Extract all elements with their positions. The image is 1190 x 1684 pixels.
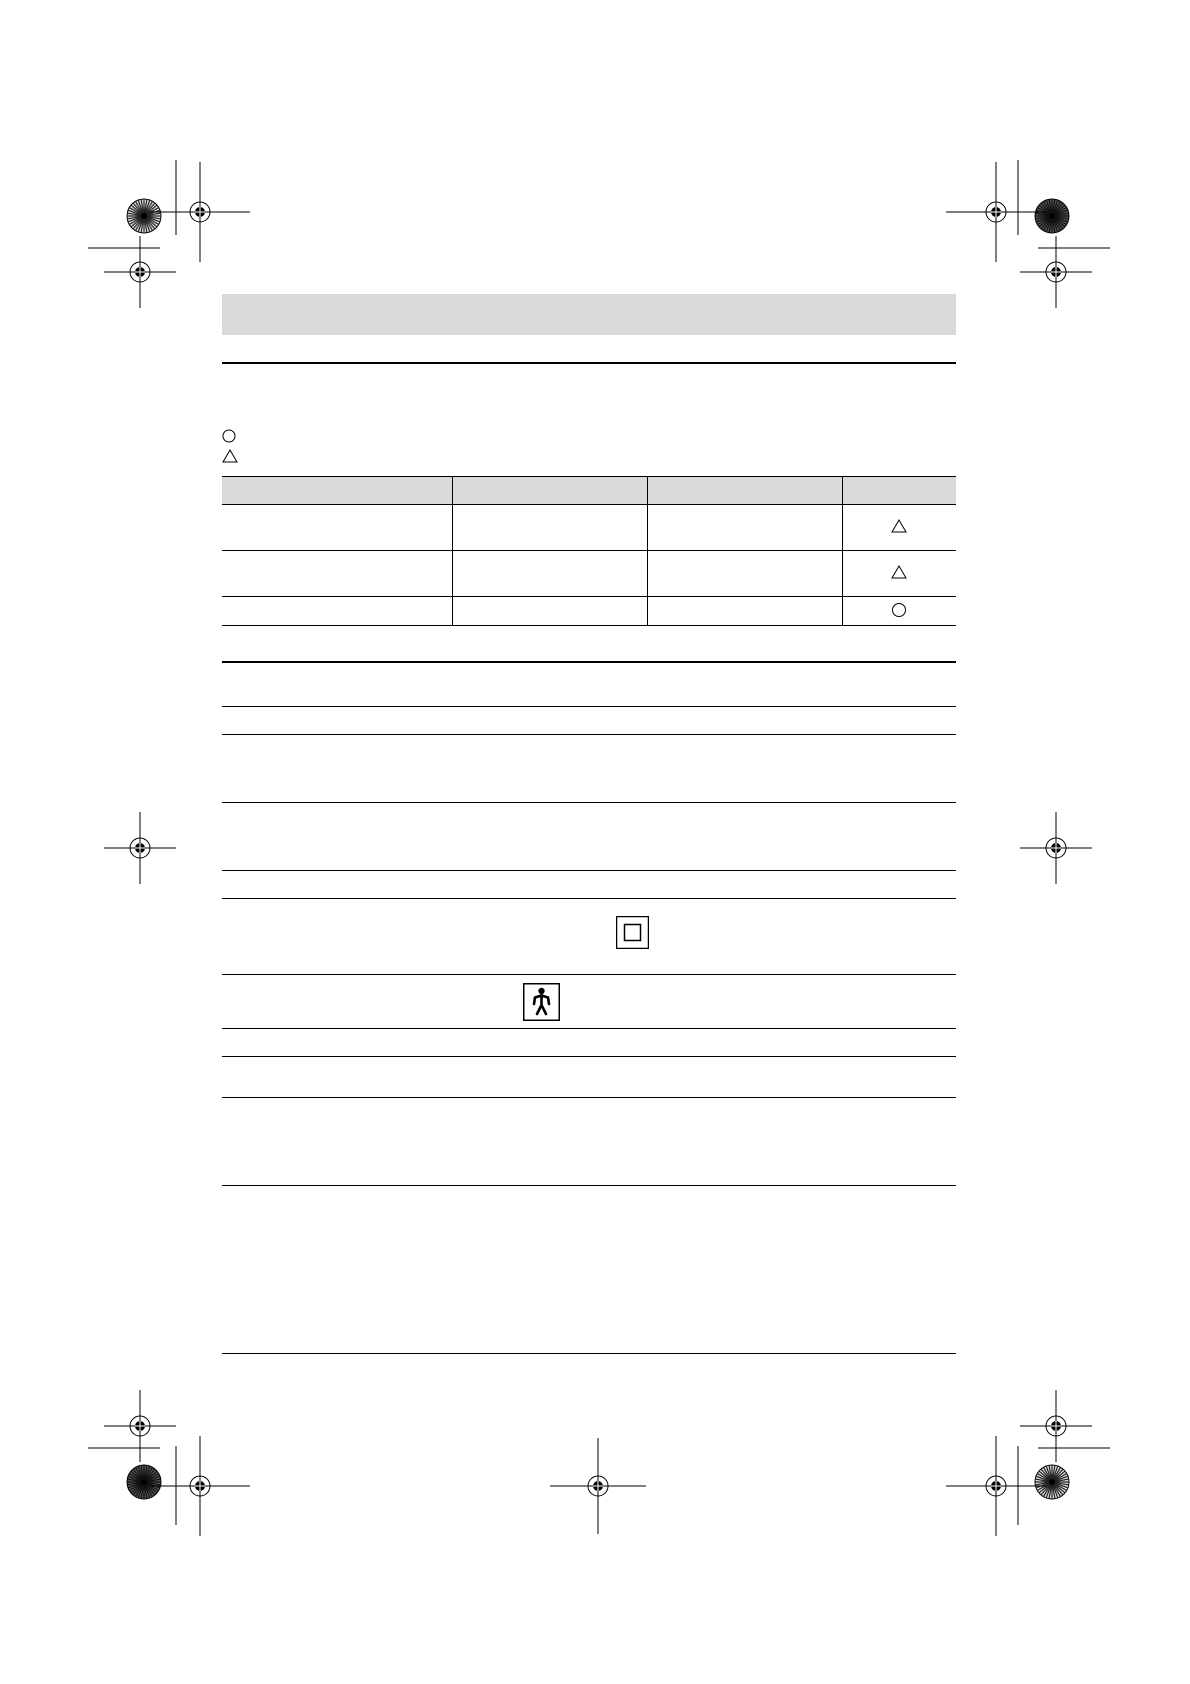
page-bottom-rule <box>222 1353 956 1354</box>
table-mark-cell <box>842 505 956 551</box>
registration-crosshair-icon <box>1020 1390 1092 1462</box>
table-row <box>222 505 956 551</box>
data-table <box>222 476 956 626</box>
starburst-color-wheel-icon <box>127 1465 161 1499</box>
section-rule <box>222 661 956 663</box>
table-mark-cell <box>842 551 956 597</box>
spec-row-divider <box>222 974 956 975</box>
spec-row-divider <box>222 1056 956 1057</box>
spec-row-divider <box>222 1028 956 1029</box>
registration-crosshair-icon <box>104 812 176 884</box>
spec-row-divider <box>222 706 956 707</box>
table-header-cell <box>222 477 452 505</box>
spec-row-divider <box>222 898 956 899</box>
spec-row-divider <box>222 802 956 803</box>
registration-crosshair-icon <box>150 162 250 262</box>
table-header-cell <box>452 477 647 505</box>
header-band <box>222 294 956 335</box>
spec-row-divider <box>222 1185 956 1186</box>
table-header-cell <box>647 477 842 505</box>
triangle-symbol-icon <box>891 565 907 579</box>
registration-crosshair-icon <box>104 236 176 308</box>
triangle-symbol-icon <box>222 449 238 463</box>
double-square-icon <box>616 916 649 954</box>
table-cell <box>222 551 452 597</box>
starburst-color-wheel-icon <box>127 199 161 233</box>
table-cell <box>647 505 842 551</box>
starburst-color-wheel-icon <box>1035 1465 1069 1499</box>
legend-triangle-row <box>222 447 422 465</box>
starburst-color-wheel-icon <box>1035 199 1069 233</box>
registration-crosshair-icon <box>946 162 1046 262</box>
table-mark-cell <box>842 597 956 626</box>
table-row <box>222 597 956 626</box>
table-cell <box>222 505 452 551</box>
registration-crosshair-icon <box>1020 812 1092 884</box>
table-cell <box>222 597 452 626</box>
spec-row-divider <box>222 1097 956 1098</box>
table-cell <box>452 597 647 626</box>
table-cell <box>452 505 647 551</box>
circle-symbol-icon <box>891 602 907 618</box>
type-bf-person-icon <box>523 983 560 1026</box>
circle-symbol-icon <box>222 429 236 443</box>
table-cell <box>647 597 842 626</box>
registration-crosshair-icon <box>550 1438 646 1534</box>
table-header-cell <box>842 477 956 505</box>
registration-crosshair-icon <box>104 1390 176 1462</box>
legend-circle-row <box>222 427 422 445</box>
registration-crosshair-icon <box>150 1436 250 1536</box>
registration-crosshair-icon <box>1020 236 1092 308</box>
table-header-row <box>222 477 956 505</box>
spec-row-divider <box>222 734 956 735</box>
table-cell <box>647 551 842 597</box>
spec-row-divider <box>222 870 956 871</box>
header-rule <box>222 362 956 364</box>
table-cell <box>452 551 647 597</box>
triangle-symbol-icon <box>891 519 907 533</box>
registration-crosshair-icon <box>946 1436 1046 1536</box>
table-row <box>222 551 956 597</box>
